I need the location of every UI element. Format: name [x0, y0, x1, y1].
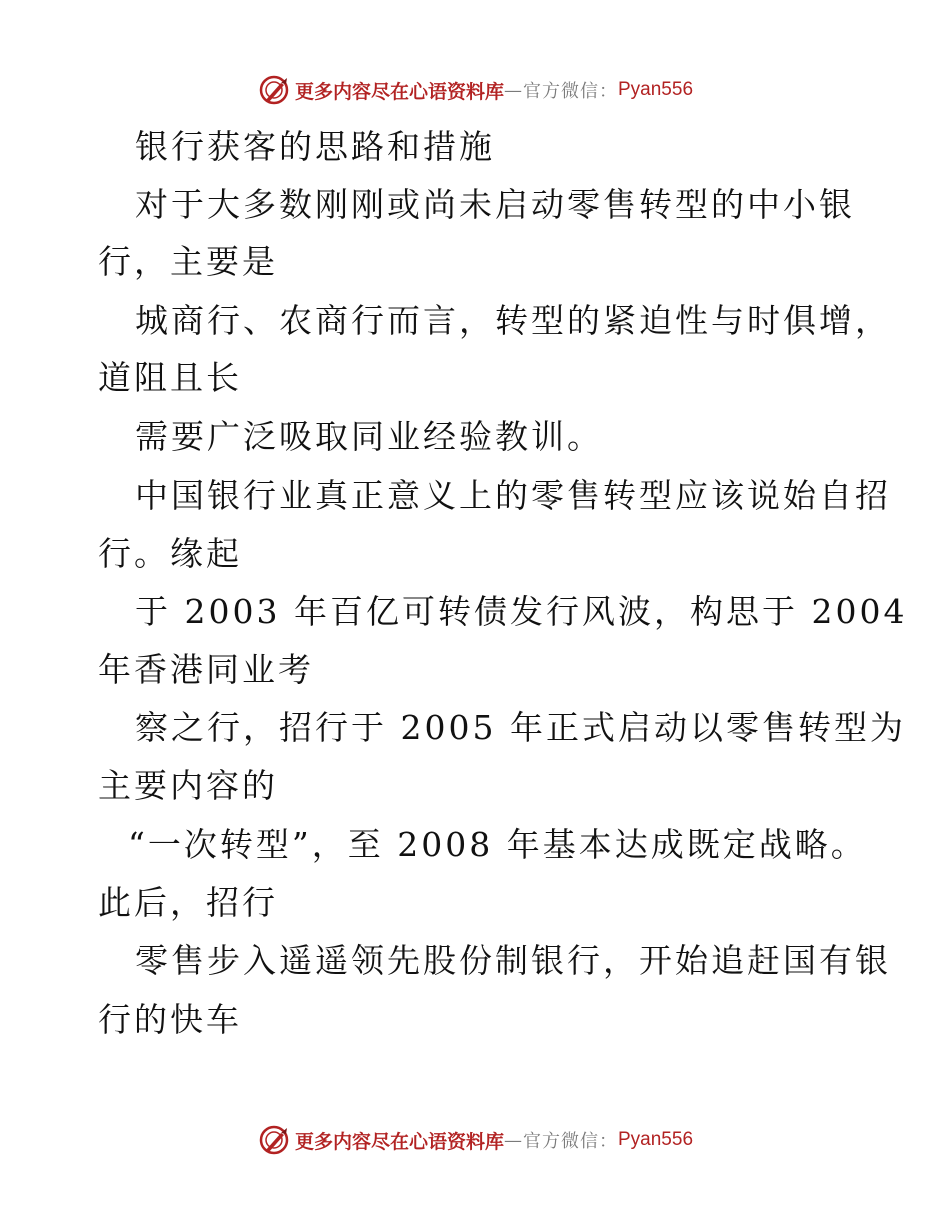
body-line: 零售步入遥遥领先股份制银行，开始追赶国有银	[135, 941, 891, 980]
footer-wechat-label: 官方微信：	[523, 1131, 618, 1152]
header-site-name: 更多内容尽在心语资料库	[294, 80, 504, 103]
header-wechat-label: 官方微信：	[523, 81, 618, 102]
footer-dash: —	[504, 1129, 523, 1151]
header-banner	[0, 70, 950, 110]
header-dash: —	[504, 79, 523, 101]
quill-logo-icon	[257, 73, 291, 107]
quill-logo-icon	[257, 1123, 291, 1157]
body-line: 对于大多数刚刚或尚未启动零售转型的中小银	[135, 185, 855, 224]
body-line: 城商行、农商行而言，转型的紧迫性与时俱增，	[135, 301, 891, 340]
footer-banner	[0, 1120, 950, 1160]
body-line: 中国银行业真正意义上的零售转型应该说始自招	[135, 476, 891, 515]
header-wechat-id: Pyan556	[618, 79, 694, 100]
body-line: 察之行，招行于 2005 年正式启动以零售转型为	[135, 708, 906, 747]
body-line: 于 2003 年百亿可转债发行风波，构思于 2004	[135, 592, 908, 631]
footer-wechat-id: Pyan556	[618, 1129, 694, 1150]
body-line: 年香港同业考	[98, 650, 314, 689]
body-line: 银行获客的思路和措施	[135, 127, 495, 166]
body-line: 需要广泛吸取同业经验教训。	[135, 417, 603, 456]
body-line: 道阻且长	[98, 358, 242, 397]
body-line: 行，主要是	[98, 242, 278, 281]
body-line: 行。缘起	[98, 534, 242, 573]
body-line: “一次转型”，至 2008 年基本达成既定战略。	[128, 825, 867, 864]
body-line: 此后，招行	[98, 883, 278, 922]
footer-site-name: 更多内容尽在心语资料库	[294, 1130, 504, 1153]
body-line: 行的快车	[98, 1000, 242, 1039]
body-line: 主要内容的	[98, 766, 278, 805]
